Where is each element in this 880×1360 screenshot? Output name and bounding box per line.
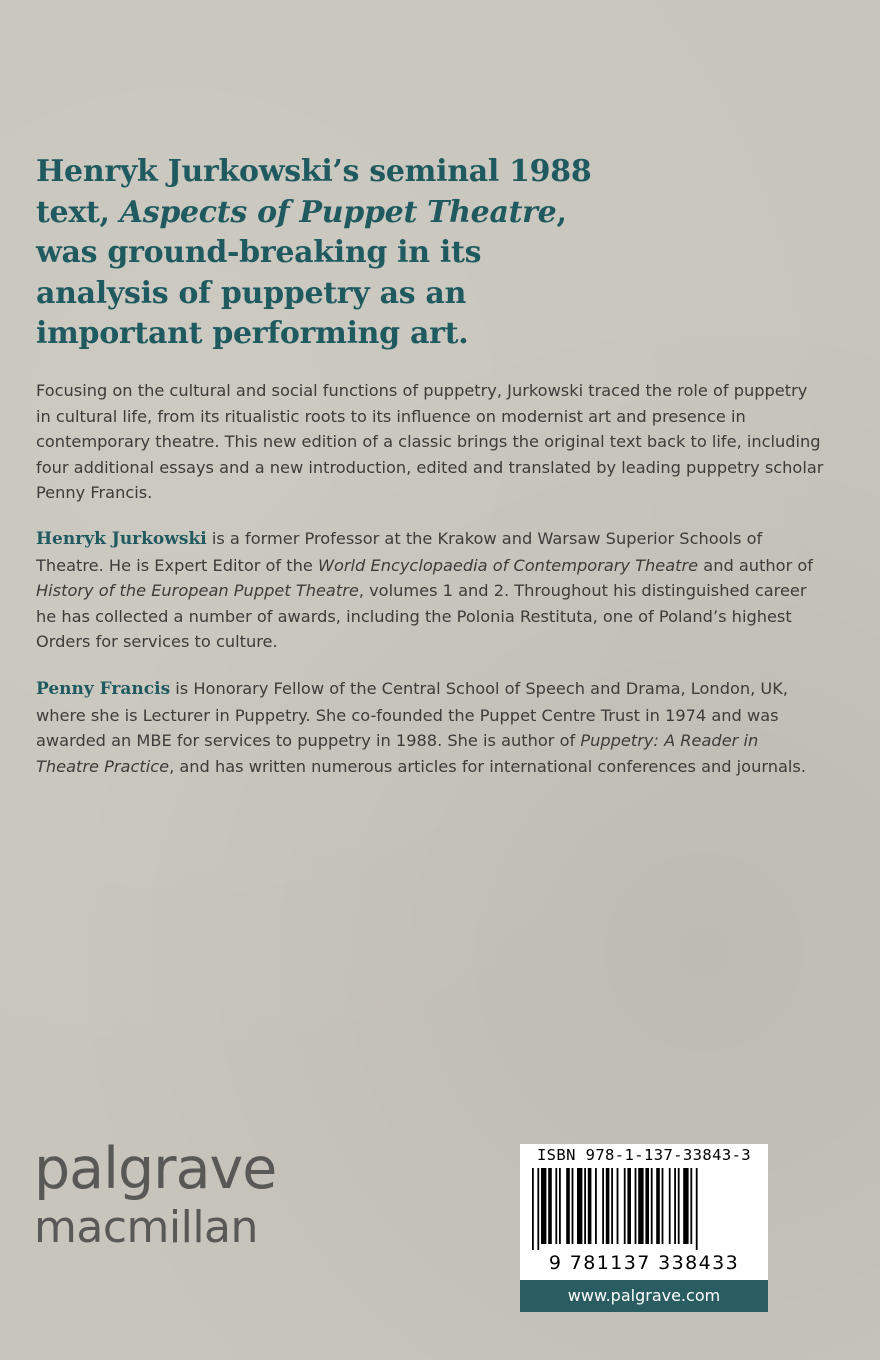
author-work-title-1: World Encyclopaedia of Contemporary Theatre — [317, 555, 699, 575]
headline-text-1: Henryk Jurkowski’s seminal 1988 text, — [36, 154, 592, 230]
author-work-title-2: History of the European Puppet Theatre — [36, 581, 359, 600]
isbn-barcode — [520, 1144, 768, 1280]
barcode-icon — [530, 1168, 758, 1250]
publisher-website: www.palgrave.com — [520, 1280, 768, 1312]
author-bio-paragraph: Henryk Jurkowski is a former Professor at the Krakow and Warsaw Superior Schools of Theatre. He is Expert Editor of the World Encyclopaedia of Contemporary Theatre and author of History of the European Puppet Theatre, volumes 1 and 2. Throughout his distinguished career he has collected a number of awards, including the Polonia Restituta, one of Poland’s highest Orders for services to culture. — [36, 529, 813, 651]
editor-name: Penny Francis — [36, 679, 171, 699]
barcode-digits: 9 781137 338433 — [548, 1252, 740, 1274]
publisher-logo-line2: macmillan — [34, 1202, 258, 1253]
publisher-logo-line1: palgrave — [34, 1136, 277, 1202]
editor-work-title: Puppetry: A Reader in Theatre Practice — [36, 731, 759, 776]
author-name: Henryk Jurkowski — [36, 529, 207, 549]
headline — [36, 152, 596, 355]
headline-book-title: Aspects of Puppet Theatre — [119, 194, 557, 230]
isbn-label: ISBN 978-1-137-33843-3 — [536, 1146, 752, 1164]
headline-text-2: , was ground-breaking in its analysis of puppetry as an important performing art. — [36, 194, 567, 351]
description-paragraph: Focusing on the cultural and social functions of puppetry, Jurkowski traced the role of puppetry in cultural life, from its ritualistic roots to its influence on modernist art and presence in contemporary theatre. This new edition of a classic brings the original text back to life, including four additional essays and a new introduction, edited and translated by leading puppetry scholar Penny Francis. — [36, 381, 824, 502]
editor-bio-paragraph: Penny Francis is Honorary Fellow of the Central School of Speech and Drama, London, UK, where she is Lecturer in Puppetry. She co-founded the Puppet Centre Trust in 1974 and was awarded an MBE for services to puppetry in 1988. She is author of Puppetry: A Reader in Theatre Practice, and has written numerous articles for international conferences and journals. — [36, 679, 806, 776]
publisher-logo — [34, 1138, 276, 1256]
